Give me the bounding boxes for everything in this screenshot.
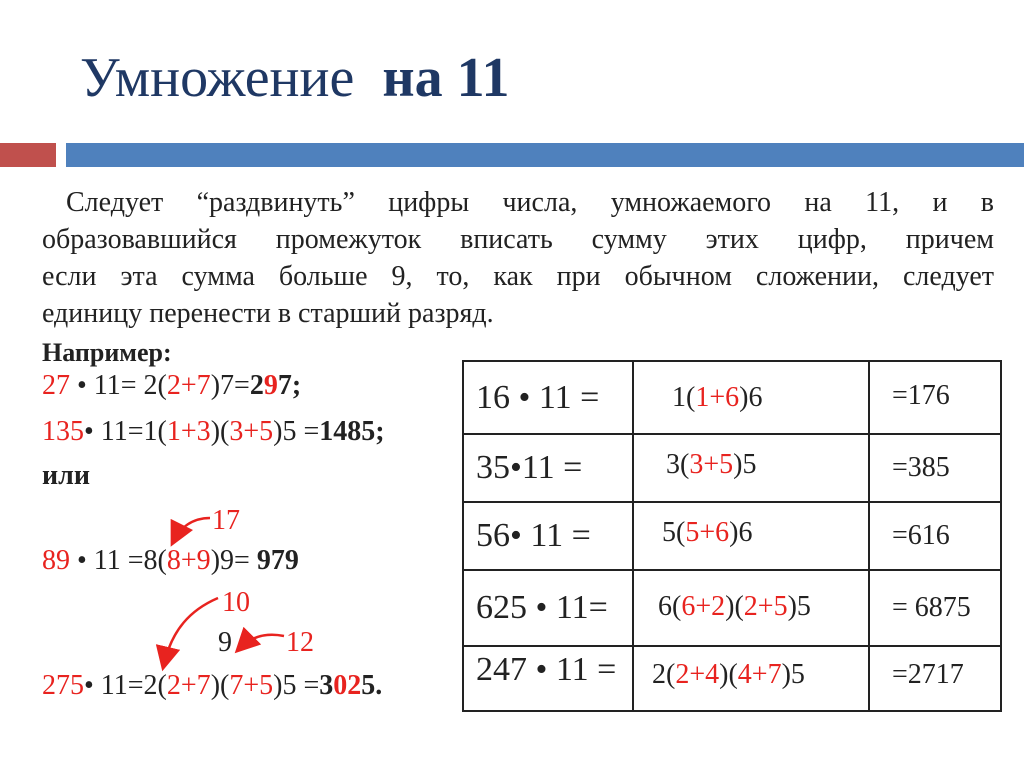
intro-line-2: образовавшийся промежуток вписать сумму этих цифр, причем <box>42 224 994 255</box>
intro-line-1: Следует “раздвинуть” цифры числа, умножаемого на 11, и в <box>66 187 994 218</box>
row-result: =2717 <box>869 646 1001 711</box>
row-expression: 16 • 11 = <box>463 361 633 434</box>
ex4-part: • 11=2( <box>84 670 167 701</box>
ex3-sum: 8+9 <box>166 545 211 576</box>
carry-12: 12 <box>286 627 314 658</box>
ex4-sum: 7+5 <box>229 670 274 701</box>
ex4-result-mid: 02 <box>333 670 362 701</box>
row-expansion: 1(1+6)6 <box>633 361 869 434</box>
carry-10: 10 <box>222 587 250 618</box>
table-row <box>463 434 1001 502</box>
row-result: =176 <box>869 361 1001 434</box>
ex2-part: )5 = <box>273 416 320 447</box>
table-row <box>463 361 1001 434</box>
table-row <box>463 646 1001 711</box>
ex1-part: )7= <box>210 370 250 401</box>
row-expression: 247 • 11 = <box>463 646 633 711</box>
ex2-result: 1485; <box>319 416 385 447</box>
ex4-part: )( <box>210 670 230 701</box>
intro-line-3: если эта сумма больше 9, то, как при обычном сложении, следует <box>42 261 994 292</box>
ex2-part: • 11=1( <box>84 416 167 447</box>
ex4-result-digit: 3 <box>319 670 334 701</box>
ex1-part: • 11= 2( <box>70 370 167 401</box>
carry-arrow-17 <box>174 518 210 540</box>
ex2-number: 135 <box>42 416 84 447</box>
row-expression: 56• 11 = <box>463 502 633 570</box>
table-row <box>463 570 1001 646</box>
examples-heading: Например: <box>42 338 172 367</box>
row-expansion: 5(5+6)6 <box>633 502 869 570</box>
ex3-number: 89 <box>42 545 70 576</box>
ex3-result: 979 <box>256 545 299 576</box>
ex3-part: • 11 =8( <box>70 545 167 576</box>
row-expansion: 6(6+2)(2+5)5 <box>633 570 869 646</box>
row-expression: 35•11 = <box>463 434 633 502</box>
ex4-sum: 2+7 <box>166 670 211 701</box>
ex1-result-mid: 9 <box>263 370 278 401</box>
carry-17: 17 <box>212 505 240 536</box>
table-row <box>463 502 1001 570</box>
ex1-result-digit: 7; <box>277 370 302 401</box>
row-expansion: 3(3+5)5 <box>633 434 869 502</box>
row-expression: 625 • 11= <box>463 570 633 646</box>
calc-table <box>462 360 1002 712</box>
ex2-sum: 3+5 <box>229 416 274 447</box>
row-expansion: 2(2+4)(4+7)5 <box>633 646 869 711</box>
intro-line-4: единицу перенести в старший разряд. <box>42 298 494 329</box>
ex2-part: )( <box>210 416 230 447</box>
carry-9: 9 <box>218 627 232 658</box>
title-word: Умножение <box>80 47 355 109</box>
ex2-sum: 1+3 <box>166 416 211 447</box>
carry-arrow-12 <box>240 635 284 648</box>
title-suffix: на 11 <box>382 47 510 109</box>
or-label: или <box>42 460 90 491</box>
row-result: = 6875 <box>869 570 1001 646</box>
ex1-result-digit: 2 <box>249 370 264 401</box>
ex1-sum: 2+7 <box>166 370 211 401</box>
ex1-number: 27 <box>42 370 70 401</box>
ex4-part: )5 = <box>273 670 320 701</box>
ex3-part: )9= <box>210 545 257 576</box>
ex4-number: 275 <box>42 670 84 701</box>
carry-arrow-10 <box>164 598 218 664</box>
ex4-result-digit: 5. <box>361 670 383 701</box>
row-result: =616 <box>869 502 1001 570</box>
row-result: =385 <box>869 434 1001 502</box>
